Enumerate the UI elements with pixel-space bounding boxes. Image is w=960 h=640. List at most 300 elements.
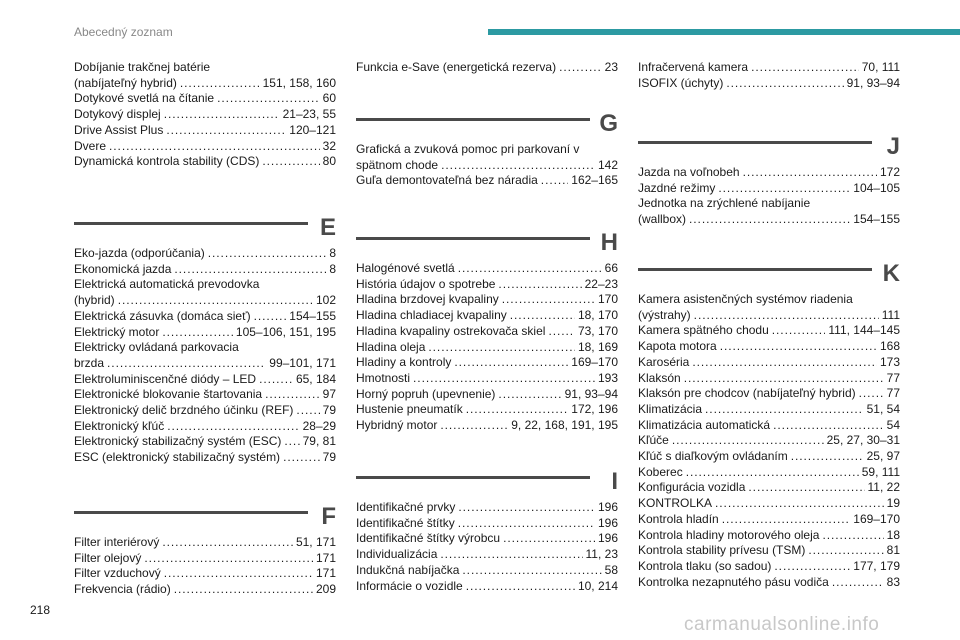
index-block xyxy=(638,165,900,228)
index-entry-line xyxy=(356,516,618,532)
index-entry[interactable] xyxy=(356,340,618,356)
index-entry[interactable] xyxy=(356,500,618,516)
section-rule xyxy=(638,268,872,271)
index-entry[interactable] xyxy=(74,551,336,567)
index-entry[interactable] xyxy=(638,496,900,512)
index-entry-pages: 18, 170 xyxy=(577,308,618,323)
dot-leader xyxy=(458,261,602,277)
index-entry-line xyxy=(356,500,618,516)
dot-leader xyxy=(284,434,299,450)
index-entry-line xyxy=(356,340,618,356)
index-entry-term: Kontrola tlaku (so sadou) xyxy=(638,558,772,573)
index-entry-line xyxy=(74,107,336,123)
dot-leader xyxy=(498,387,561,403)
section-letter: E xyxy=(319,214,336,241)
index-entry-pages: 28–29 xyxy=(302,418,336,433)
index-entry-term: Guľa demontovateľná bez náradia xyxy=(356,173,538,188)
section-header-h xyxy=(356,223,618,263)
index-entry-term: Kamera spätného chodu xyxy=(638,323,769,338)
index-entry-pages: 77 xyxy=(886,370,900,385)
index-entry-line xyxy=(638,575,900,591)
index-entry-pages: 65, 184 xyxy=(295,371,336,386)
index-entry-term: Hladina oleja xyxy=(356,339,426,354)
index-entry-pages: 162–165 xyxy=(571,173,618,188)
index-entry-term-line: Grafická a zvuková pomoc pri parkovaní v xyxy=(356,142,580,156)
index-entry-line xyxy=(74,123,336,139)
index-entry-pages: 154–155 xyxy=(853,212,900,227)
index-entry[interactable] xyxy=(74,340,336,371)
header-accent-bar xyxy=(488,29,960,35)
index-entry-line xyxy=(74,372,336,388)
index-block xyxy=(356,60,618,76)
index-entry[interactable] xyxy=(356,516,618,532)
index-entry-term: Informácie o vozidle xyxy=(356,578,463,593)
index-entry-pages: 73, 170 xyxy=(577,323,618,338)
index-entry-pages: 18, 169 xyxy=(577,339,618,354)
index-entry[interactable] xyxy=(638,575,900,591)
index-block xyxy=(74,60,336,170)
index-entry-term: Funkcia e-Save (energetická rezerva) xyxy=(356,60,557,74)
dot-leader xyxy=(689,212,850,228)
index-entry[interactable] xyxy=(74,123,336,139)
index-entry[interactable] xyxy=(356,547,618,563)
dot-leader xyxy=(109,139,320,155)
index-entry-line xyxy=(356,563,618,579)
index-entry-line xyxy=(74,403,336,419)
dot-leader xyxy=(454,355,568,371)
index-entry-term: Kontrolka nezapnutého pásu vodiča xyxy=(638,574,829,589)
dot-leader xyxy=(541,173,568,189)
index-entry-line xyxy=(74,582,336,598)
index-entry-line xyxy=(638,212,900,228)
index-entry-term: Kľúč s diaľkovým ovládaním xyxy=(638,449,788,464)
dot-leader xyxy=(162,535,293,551)
index-entry-term-line: Dobíjanie trakčnej batérie xyxy=(74,60,211,74)
index-block xyxy=(638,60,900,91)
index-entry[interactable] xyxy=(638,433,900,449)
index-entry-pages: 25, 27, 30–31 xyxy=(826,433,900,448)
index-entry-line xyxy=(356,158,618,174)
index-entry-term: KONTROLKA xyxy=(638,496,713,511)
index-entry[interactable] xyxy=(74,372,336,388)
index-entry-term: Filter interiérový xyxy=(74,535,160,549)
index-entry-line xyxy=(356,277,618,293)
index-entry[interactable] xyxy=(638,292,900,323)
index-entry-pages: 154–155 xyxy=(289,308,336,323)
dot-leader xyxy=(174,262,326,278)
index-entry-line xyxy=(356,292,618,308)
index-entry-pages: 196 xyxy=(597,531,618,546)
index-entry[interactable] xyxy=(356,355,618,371)
index-entry[interactable] xyxy=(74,246,336,262)
dot-leader xyxy=(413,371,595,387)
dot-leader xyxy=(774,559,850,575)
index-entry-line xyxy=(638,76,900,92)
section-header-g xyxy=(356,104,618,144)
index-entry-line xyxy=(74,566,336,582)
index-entry-line xyxy=(356,547,618,563)
index-entry-line xyxy=(638,512,900,528)
index-entry-line xyxy=(638,323,900,339)
section-letter: H xyxy=(600,229,618,256)
index-entry-term: Hybridný motor xyxy=(356,418,438,433)
index-entry-term: Identifikačné štítky xyxy=(356,515,455,530)
index-entry[interactable] xyxy=(74,262,336,278)
index-entry-line xyxy=(74,387,336,403)
index-entry-term: Klimatizácia xyxy=(638,401,703,416)
index-entry-term: Indukčná nabíjačka xyxy=(356,562,460,577)
index-block xyxy=(356,261,618,434)
index-entry-term: Elektrický motor xyxy=(74,324,160,339)
index-entry-term: Infračervená kamera xyxy=(638,60,749,74)
index-entry-term-line: Elektricky ovládaná parkovacia xyxy=(74,340,239,355)
section-rule xyxy=(74,511,308,514)
index-entry[interactable] xyxy=(356,371,618,387)
index-entry-pages: 54 xyxy=(886,417,900,432)
dot-leader xyxy=(822,528,883,544)
index-entry[interactable] xyxy=(74,419,336,435)
watermark: carmanualsonline.info xyxy=(684,614,880,635)
dot-leader xyxy=(672,433,824,449)
index-entry-term: Hmotnosti xyxy=(356,370,411,385)
index-entry-pages: 81 xyxy=(886,543,900,558)
index-entry[interactable] xyxy=(638,528,900,544)
dot-leader xyxy=(458,516,595,532)
index-entry-pages: 77 xyxy=(886,386,900,401)
index-entry[interactable] xyxy=(356,292,618,308)
index-entry[interactable] xyxy=(638,339,900,355)
dot-leader xyxy=(498,277,581,293)
index-entry-line xyxy=(638,386,900,402)
index-entry[interactable] xyxy=(638,512,900,528)
dot-leader xyxy=(217,91,320,107)
index-entry-pages: 151, 158, 160 xyxy=(262,75,336,90)
index-entry-line xyxy=(638,371,900,387)
index-entry-pages: 172, 196 xyxy=(571,402,618,417)
index-entry[interactable] xyxy=(638,543,900,559)
section-letter: J xyxy=(886,133,900,160)
index-entry-pages: 9, 22, 168, 191, 195 xyxy=(511,418,618,433)
dot-leader xyxy=(428,340,575,356)
index-entry-pages: 177, 179 xyxy=(853,558,900,573)
index-entry-pages: 99–101, 171 xyxy=(269,355,336,370)
index-entry-line xyxy=(74,262,336,278)
dot-leader xyxy=(265,387,320,403)
index-entry-pages: 80 xyxy=(322,154,336,169)
index-entry[interactable] xyxy=(638,402,900,418)
index-entry-pages: 22–23 xyxy=(584,276,618,291)
section-header-i xyxy=(356,462,618,502)
index-entry-term: Dynamická kontrola stability (CDS) xyxy=(74,154,260,169)
index-entry-line xyxy=(356,402,618,418)
index-entry-line xyxy=(638,433,900,449)
dot-leader xyxy=(440,547,582,563)
index-entry[interactable] xyxy=(74,434,336,450)
index-entry-pages: 196 xyxy=(597,500,618,514)
section-rule xyxy=(356,237,590,240)
index-entry-term: (hybrid) xyxy=(74,293,115,308)
index-entry-pages: 60 xyxy=(322,91,336,106)
index-entry-term: brzda xyxy=(74,355,105,370)
index-entry-pages: 102 xyxy=(315,293,336,308)
index-entry-line xyxy=(638,496,900,512)
index-entry-pages: 196 xyxy=(597,515,618,530)
index-entry-line xyxy=(74,434,336,450)
index-entry-line xyxy=(74,154,336,170)
index-entry[interactable] xyxy=(638,60,900,76)
index-entry-pages: 173 xyxy=(879,354,900,369)
dot-leader xyxy=(859,386,884,402)
dot-leader xyxy=(144,551,313,567)
index-entry-term: Kontrola stability prívesu (TSM) xyxy=(638,543,806,558)
dot-leader xyxy=(503,531,595,547)
index-entry-pages: 171 xyxy=(315,550,336,565)
index-entry-pages: 25, 97 xyxy=(866,449,900,464)
index-entry[interactable] xyxy=(356,418,618,434)
index-entry[interactable] xyxy=(74,309,336,325)
index-entry[interactable] xyxy=(638,196,900,227)
index-entry-line xyxy=(74,246,336,262)
index-entry[interactable] xyxy=(74,535,336,551)
dot-leader xyxy=(808,543,883,559)
index-entry-pages: 32 xyxy=(322,138,336,153)
index-entry[interactable] xyxy=(356,173,618,189)
dot-leader xyxy=(164,107,280,123)
index-entry-pages: 168 xyxy=(879,339,900,354)
index-entry-line xyxy=(356,531,618,547)
section-rule xyxy=(74,222,308,225)
index-entry[interactable] xyxy=(356,563,618,579)
index-entry-line xyxy=(74,325,336,341)
index-entry-term: Elektronický stabilizačný systém (ESC) xyxy=(74,434,282,449)
index-entry[interactable] xyxy=(356,277,618,293)
index-entry-term: Elektronický delič brzdného účinku (REF) xyxy=(74,403,294,418)
index-entry-term: (výstrahy) xyxy=(638,307,691,322)
index-entry-pages: 70, 111 xyxy=(861,60,900,74)
index-entry-term: Klimatizácia automatická xyxy=(638,417,771,432)
index-entry-pages: 111 xyxy=(881,307,900,322)
index-entry-line xyxy=(638,418,900,434)
dot-leader xyxy=(791,449,864,465)
index-block xyxy=(356,142,618,189)
index-entry-term: Kapota motora xyxy=(638,339,717,354)
index-entry-line xyxy=(356,60,618,76)
index-entry-line xyxy=(638,308,900,324)
section-header-j xyxy=(638,127,900,167)
index-entry[interactable] xyxy=(74,154,336,170)
dot-leader xyxy=(118,293,313,309)
section-rule xyxy=(638,141,872,144)
dot-leader xyxy=(748,480,864,496)
page-header-title: Abecedný zoznam xyxy=(74,25,173,39)
index-entry-term: (nabíjateľný hybrid) xyxy=(74,75,177,90)
section-rule xyxy=(356,118,590,121)
index-entry-line xyxy=(638,543,900,559)
index-entry[interactable] xyxy=(638,418,900,434)
index-entry-term: Jazdné režimy xyxy=(638,180,716,195)
dot-leader xyxy=(832,575,884,591)
index-entry-term: Filter vzduchový xyxy=(74,566,161,581)
dot-leader xyxy=(559,60,602,76)
index-entry-pages: 59, 111 xyxy=(861,464,900,479)
index-entry-pages: 91, 93–94 xyxy=(564,386,618,401)
index-entry-pages: 51, 54 xyxy=(866,401,900,416)
dot-leader xyxy=(259,372,293,388)
dot-leader xyxy=(180,76,260,92)
index-entry-pages: 105–106, 151, 195 xyxy=(235,324,336,339)
index-entry-line xyxy=(74,419,336,435)
section-letter: I xyxy=(611,468,618,495)
index-entry-term-line: Jednotka na zrýchlené nabíjanie xyxy=(638,196,811,211)
index-entry-pages: 91, 93–94 xyxy=(846,75,900,90)
index-entry-pages: 172 xyxy=(879,165,900,179)
index-entry[interactable] xyxy=(74,387,336,403)
index-entry[interactable] xyxy=(74,566,336,582)
index-entry[interactable] xyxy=(356,142,618,173)
index-entry-line xyxy=(638,449,900,465)
section-header-k xyxy=(638,254,900,294)
index-entry[interactable] xyxy=(74,403,336,419)
section-header-f xyxy=(74,497,336,537)
index-entry-term: História údajov o spotrebe xyxy=(356,276,496,291)
index-entry[interactable] xyxy=(74,450,336,466)
index-entry-pages: 8 xyxy=(329,261,336,276)
index-entry[interactable] xyxy=(638,386,900,402)
index-entry[interactable] xyxy=(74,277,336,308)
index-entry-term: Dotykové svetlá na čítanie xyxy=(74,91,215,106)
index-entry-pages: 23 xyxy=(604,60,618,74)
index-entry[interactable] xyxy=(356,261,618,277)
index-entry[interactable] xyxy=(638,355,900,371)
index-entry-term: Elektronický kľúč xyxy=(74,418,165,433)
index-entry-line xyxy=(638,559,900,575)
index-entry-pages: 209 xyxy=(315,582,336,597)
dot-leader xyxy=(174,582,313,598)
index-entry-term-line: Kamera asistenčných systémov riadenia xyxy=(638,292,853,306)
index-entry-pages: 169–170 xyxy=(571,355,618,370)
dot-leader xyxy=(751,60,859,76)
index-entry[interactable] xyxy=(356,308,618,324)
index-entry-pages: 51, 171 xyxy=(295,535,336,549)
index-entry-term-line: Elektrická automatická prevodovka xyxy=(74,277,260,292)
index-entry-line xyxy=(74,91,336,107)
section-letter: K xyxy=(882,260,900,287)
index-entry[interactable] xyxy=(74,139,336,155)
index-entry-pages: 120–121 xyxy=(289,122,336,137)
dot-leader xyxy=(705,402,864,418)
index-entry-term: Hladina kvapaliny ostrekovača skiel xyxy=(356,323,546,338)
index-entry-pages: 171 xyxy=(315,566,336,581)
index-entry-line xyxy=(638,528,900,544)
index-entry-term: Identifikačné štítky výrobcu xyxy=(356,531,501,546)
index-entry-pages: 8 xyxy=(329,246,336,260)
index-entry-line xyxy=(74,551,336,567)
index-entry-line xyxy=(356,387,618,403)
index-entry[interactable] xyxy=(74,60,336,91)
index-entry[interactable] xyxy=(638,559,900,575)
index-entry-line xyxy=(638,60,900,76)
dot-leader xyxy=(692,355,877,371)
dot-leader xyxy=(254,309,287,325)
index-entry-term: Frekvencia (rádio) xyxy=(74,582,171,597)
index-entry-term: Dotykový displej xyxy=(74,107,161,122)
index-entry-pages: 142 xyxy=(597,157,618,172)
index-entry-line xyxy=(638,465,900,481)
index-entry-pages: 79 xyxy=(322,450,336,465)
index-entry-pages: 104–105 xyxy=(853,180,900,195)
dot-leader xyxy=(167,419,299,435)
index-entry-pages: 66 xyxy=(604,261,618,275)
index-entry-pages: 170 xyxy=(597,292,618,307)
index-entry-line xyxy=(74,309,336,325)
index-entry[interactable] xyxy=(356,579,618,595)
index-entry-term: ISOFIX (úchyty) xyxy=(638,75,724,90)
index-entry-line xyxy=(356,579,618,595)
dot-leader xyxy=(772,323,826,339)
index-entry[interactable] xyxy=(356,324,618,340)
index-entry[interactable] xyxy=(356,402,618,418)
index-entry-pages: 193 xyxy=(597,370,618,385)
dot-leader xyxy=(441,158,595,174)
index-entry-line xyxy=(356,355,618,371)
index-entry[interactable] xyxy=(638,76,900,92)
index-entry-term: Kontrola hladiny motorového oleja xyxy=(638,527,820,542)
index-entry[interactable] xyxy=(74,325,336,341)
dot-leader xyxy=(743,165,877,181)
index-entry[interactable] xyxy=(356,387,618,403)
index-entry-term: Hladina chladiacej kvapaliny xyxy=(356,308,507,323)
index-entry[interactable] xyxy=(74,582,336,598)
index-entry-line xyxy=(74,139,336,155)
index-entry[interactable] xyxy=(356,60,618,76)
index-entry[interactable] xyxy=(74,91,336,107)
dot-leader xyxy=(773,418,884,434)
index-entry-term: Hladiny a kontroly xyxy=(356,355,452,370)
index-entry-term: Individualizácia xyxy=(356,547,438,562)
index-entry[interactable] xyxy=(638,465,900,481)
index-entry-pages: 111, 144–145 xyxy=(828,323,900,338)
index-block xyxy=(356,500,618,594)
dot-leader xyxy=(208,246,327,262)
section-rule xyxy=(356,476,590,479)
dot-leader xyxy=(684,371,884,387)
index-entry[interactable] xyxy=(638,165,900,181)
index-entry-term: Identifikačné prvky xyxy=(356,500,456,514)
index-entry[interactable] xyxy=(638,480,900,496)
index-entry[interactable] xyxy=(638,181,900,197)
index-entry-term: Horný popruh (upevnenie) xyxy=(356,386,496,401)
index-entry[interactable] xyxy=(638,323,900,339)
section-letter: G xyxy=(599,110,618,137)
page-number: 218 xyxy=(30,603,51,617)
index-entry-term: ESC (elektronický stabilizačný systém) xyxy=(74,450,281,465)
index-entry-line xyxy=(356,261,618,277)
index-entry-pages: 21–23, 55 xyxy=(282,107,336,122)
index-entry-term: Kľúče xyxy=(638,433,669,448)
index-entry-term: Ekonomická jazda xyxy=(74,261,172,276)
index-entry-term: Elektroluminiscenčné diódy – LED xyxy=(74,371,257,386)
index-entry[interactable] xyxy=(638,371,900,387)
index-entry[interactable] xyxy=(356,531,618,547)
index-entry-line xyxy=(638,402,900,418)
index-entry-term: Kontrola hladín xyxy=(638,511,719,526)
index-entry[interactable] xyxy=(74,107,336,123)
index-block xyxy=(638,292,900,590)
index-entry-line xyxy=(356,173,618,189)
index-entry-line xyxy=(356,324,618,340)
index-entry[interactable] xyxy=(638,449,900,465)
index-entry-term: Hustenie pneumatík xyxy=(356,402,463,417)
